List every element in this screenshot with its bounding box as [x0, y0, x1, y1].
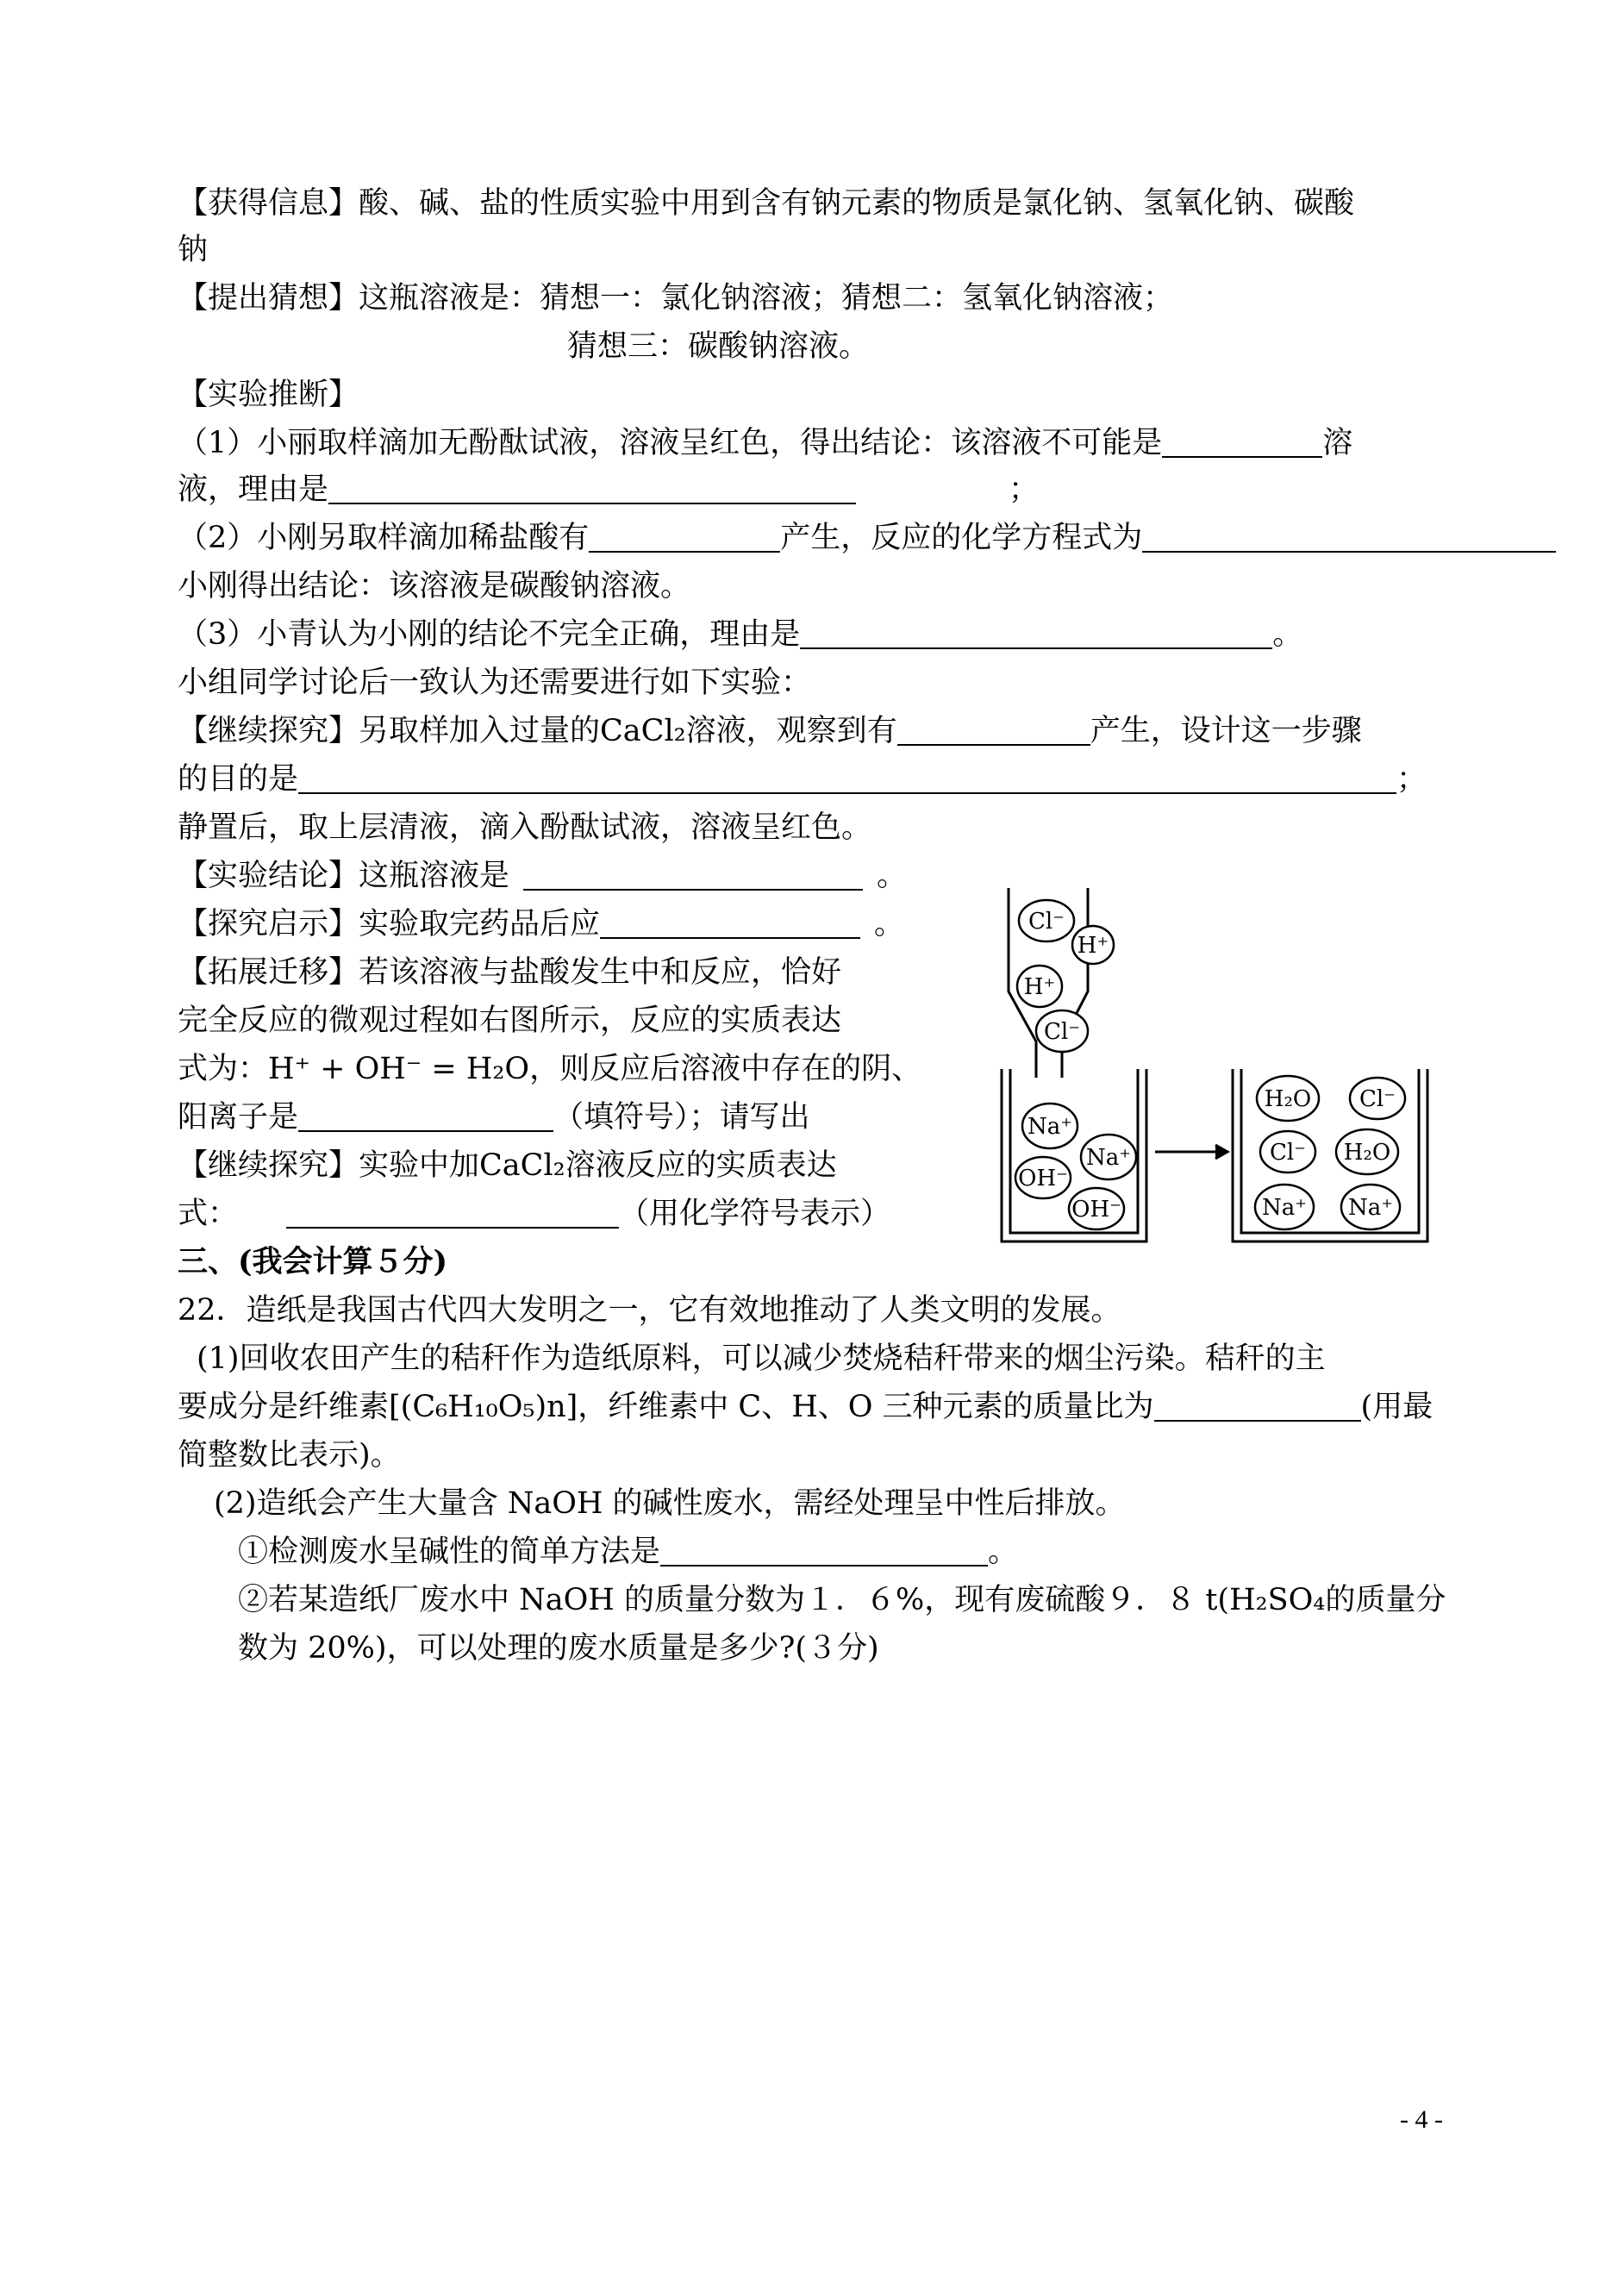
ion-label: Na⁺ — [1086, 1145, 1131, 1171]
answer-blank[interactable] — [328, 470, 856, 504]
text-line: 简整数比表示)。 — [178, 1438, 401, 1473]
text: 产生，反应的化学方程式为 — [780, 521, 1143, 555]
text: 液，理由是 — [178, 472, 329, 507]
text: (用最 — [1360, 1390, 1433, 1424]
text: 溶液，观察到有 — [685, 714, 897, 748]
ion-label: Na⁺ — [1262, 1195, 1307, 1221]
text: )n]，纤维素中 C、H、O 三种元素的质量比为 — [534, 1390, 1154, 1424]
calc-line — [238, 1528, 1018, 1576]
answer-blank[interactable] — [897, 711, 1090, 746]
question-3-line — [178, 610, 1302, 659]
text: 式： — [178, 1197, 239, 1231]
ion-label: Cl⁻ — [1359, 1086, 1396, 1112]
ion-label: Cl⁻ — [1044, 1019, 1080, 1045]
answer-blank[interactable] — [600, 904, 860, 939]
text: ①检测废水呈碱性的简单方法是 — [238, 1535, 661, 1569]
answer-blank[interactable] — [660, 1532, 988, 1566]
conclusion-line — [178, 852, 907, 900]
text-line: (2)造纸会产生大量含 NaOH 的碱性废水，需经处理呈中性后排放。 — [214, 1486, 1126, 1521]
answer-blank[interactable] — [589, 518, 780, 553]
text: ，则反应后溶液中存在的阴、 — [529, 1052, 922, 1086]
text-line: 猜想三：碳酸钠溶液。 — [567, 329, 870, 364]
text: 的质量分 — [1325, 1583, 1446, 1617]
ion-label: Cl⁻ — [1028, 909, 1065, 935]
text-line: 完全反应的微观过程如右图所示，反应的实质表达 — [178, 1004, 842, 1038]
ion-label: H₂O — [1264, 1086, 1312, 1112]
answer-blank[interactable] — [523, 856, 863, 891]
page-number: - 4 - — [1400, 2105, 1443, 2134]
answer-blank[interactable] — [1142, 518, 1556, 553]
text-line: 小刚得出结论：该溶液是碳酸钠溶液。 — [178, 569, 691, 603]
text: 【继续探究】实验中加 — [178, 1148, 480, 1183]
text: 。 — [874, 907, 905, 941]
text: ； — [1396, 762, 1427, 797]
text: 。 — [988, 1535, 1019, 1569]
text-line: 【实验推断】 — [178, 378, 359, 412]
formula-reaction: H⁺ + OH⁻ = H₂O — [268, 1052, 530, 1086]
text: （2）小刚另取样滴加稀盐酸有 — [178, 521, 590, 555]
text: 溶 — [1322, 426, 1353, 460]
text: 式为： — [178, 1052, 269, 1086]
text-line: 【拓展迁移】若该溶液与盐酸发生中和反应，恰好 — [178, 955, 842, 990]
ion-label: H₂O — [1343, 1140, 1391, 1166]
explore-line — [178, 755, 1427, 804]
formula-h2so4: H₂SO₄ — [1229, 1583, 1326, 1617]
text: 要成分是纤维素[( — [178, 1390, 413, 1424]
ion-label: Na⁺ — [1027, 1114, 1072, 1140]
text-line: 小组同学讨论后一致认为还需要进行如下实验： — [178, 666, 812, 700]
ion-label: OH⁻ — [1018, 1166, 1068, 1191]
ion-line — [178, 1093, 810, 1141]
explore-line — [178, 707, 1362, 755]
text: 溶液反应的实质表达 — [565, 1148, 837, 1183]
formula-cellulose: C₆H₁₀O₅ — [412, 1390, 535, 1424]
text: 【继续探究】另取样加入过量的 — [178, 714, 601, 748]
text-line: 钠 — [178, 233, 209, 267]
formula-cacl2: CaCl₂ — [479, 1148, 565, 1183]
answer-blank[interactable] — [286, 1194, 619, 1229]
text: 。 — [1272, 617, 1303, 652]
ion-label: OH⁻ — [1071, 1197, 1121, 1223]
text: ； — [1009, 472, 1040, 507]
answer-blank[interactable] — [1162, 423, 1322, 458]
text: 阳离子是 — [178, 1100, 299, 1135]
text-line: (1)回收农田产生的秸秆作为造纸原料，可以减少焚烧秸秆带来的烟尘污染。秸秆的主 — [197, 1341, 1326, 1376]
text: （用化学符号表示） — [619, 1197, 891, 1231]
question-1-line — [178, 466, 1039, 514]
answer-blank[interactable] — [298, 1097, 553, 1132]
ion-label: H⁺ — [1023, 974, 1056, 1000]
formula-cacl2: CaCl₂ — [600, 714, 686, 748]
hint-line — [178, 900, 904, 948]
text: （1）小丽取样滴加无酚酞试液，溶液呈红色，得出结论：该溶液不可能是 — [178, 426, 1163, 460]
text-line: 【获得信息】酸、碱、盐的性质实验中用到含有钠元素的物质是氯化钠、氢氧化钠、碳酸 — [178, 186, 1355, 221]
ion-label: Cl⁻ — [1270, 1140, 1306, 1166]
text-line — [178, 1141, 837, 1190]
answer-blank[interactable] — [800, 615, 1272, 649]
question-1-line — [178, 419, 1352, 467]
calc-line — [238, 1576, 1446, 1624]
reaction-diagram — [983, 879, 1448, 1259]
text: 【探究启示】实验取完药品后应 — [178, 907, 601, 941]
calc-line — [178, 1383, 1433, 1431]
text: （填符号）；请写出 — [553, 1100, 810, 1135]
ion-label: Na⁺ — [1348, 1195, 1393, 1221]
section-title: 三、(我会计算５分) — [178, 1244, 448, 1279]
answer-blank[interactable] — [298, 760, 1396, 794]
text-line: 静置后，取上层清液，滴入酚酞试液，溶液呈红色。 — [178, 810, 872, 845]
text: 产生，设计这一步骤 — [1090, 714, 1362, 748]
text-line: 22．造纸是我国古代四大发明之一，它有效地推动了人类文明的发展。 — [178, 1293, 1121, 1328]
text: （3）小青认为小刚的结论不完全正确，理由是 — [178, 617, 801, 652]
ion-label: H⁺ — [1077, 933, 1109, 959]
text-line — [178, 1045, 921, 1093]
text: ②若某造纸厂废水中 NaOH 的质量分数为１．６%，现有废硫酸９．８ t( — [238, 1583, 1230, 1617]
question-2-line — [178, 514, 1556, 562]
text: 【实验结论】这瓶溶液是 — [178, 859, 510, 893]
text: 。 — [877, 859, 908, 893]
text-line: 【提出猜想】这瓶溶液是：猜想一：氯化钠溶液；猜想二：氢氧化钠溶液； — [178, 281, 1174, 316]
text-line: 数为 20%)，可以处理的废水质量是多少?(３分) — [238, 1631, 879, 1666]
expression-line — [178, 1190, 890, 1238]
answer-blank[interactable] — [1154, 1387, 1361, 1422]
text: 的目的是 — [178, 762, 299, 797]
